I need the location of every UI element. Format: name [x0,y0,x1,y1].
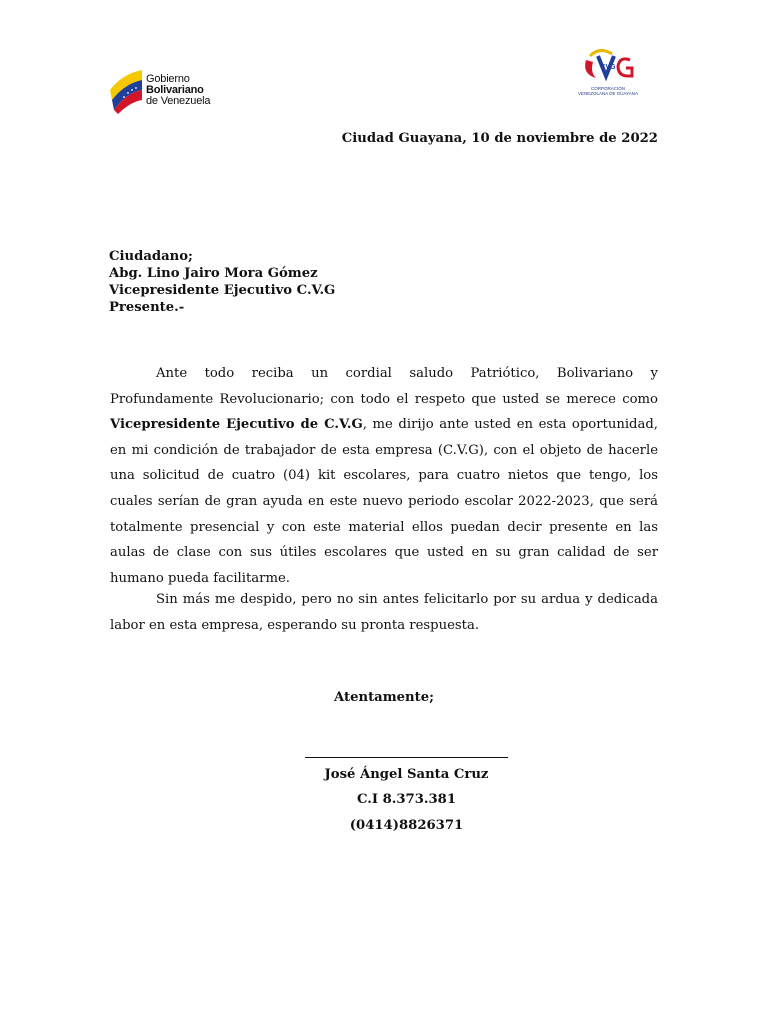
cvg-mark-icon [560,42,656,86]
cvg-mark-text: CVG [600,64,616,71]
paragraph1-text-a: Ante todo reciba un cordial saludo Patriótico, Bolivariano y Profundamente Revolucionario; con todo el respeto que usted se merece como [110,366,658,407]
signer-id: C.I 8.373.381 [356,792,457,807]
recipient-line2: Abg. Lino Jairo Mora Gómez [109,266,318,281]
letter-paragraph-2 [110,587,658,638]
signer-phone: (0414)8826371 [349,818,464,833]
paragraph2-text: Sin más me despido, pero no sin antes felicitarlo por su ardua y dedicada labor en esta empresa, esperando su pronta respuesta. [110,592,658,633]
letter-date: Ciudad Guayana, 10 de noviembre de 2022 [341,131,658,146]
letter-paragraph-1 [110,361,658,591]
paragraph1-text-b: , me dirijo ante usted en esta oportunidad, en mi condición de trabajador de esta empresa (C.V.G), con el objeto de hacerle una solicitud de cuatro (04) kit escolares, para cuatro nietos que tengo, los cuales serían de gran ayuda en este nuevo periodo escolar 2022-2023, que será totalmente presencial y con este material ellos puedan decir presente en las aulas de clase con sus útiles escolares que usted en su gran calidad de ser humano pueda facilitarme. [110,417,658,586]
recipient-block [109,248,335,316]
recipient-line4: Presente.- [109,300,185,315]
letter-closing: Atentamente; [334,690,434,705]
cvg-subtitle-line1: CORPORACIÓN [590,86,625,91]
gov-logo-line1: Gobierno [146,73,190,85]
paragraph1-bold-title: Vicepresidente Ejecutivo de C.V.G [110,417,363,433]
gov-logo-line3: de Venezuela [146,95,211,107]
gov-logo-line2: Bolivariano [146,84,204,96]
cvg-logo [560,42,656,104]
recipient-line1: Ciudadano; [109,249,193,264]
signer-name: José Ángel Santa Cruz [324,767,489,782]
signature-line [305,757,508,758]
venezuela-flag-icon [108,60,148,114]
cvg-subtitle-line2: VENEZOLANA DE GUAYANA [577,91,639,96]
gobierno-bolivariano-logo [108,60,220,114]
recipient-line3: Vicepresidente Ejecutivo C.V.G [109,283,336,298]
